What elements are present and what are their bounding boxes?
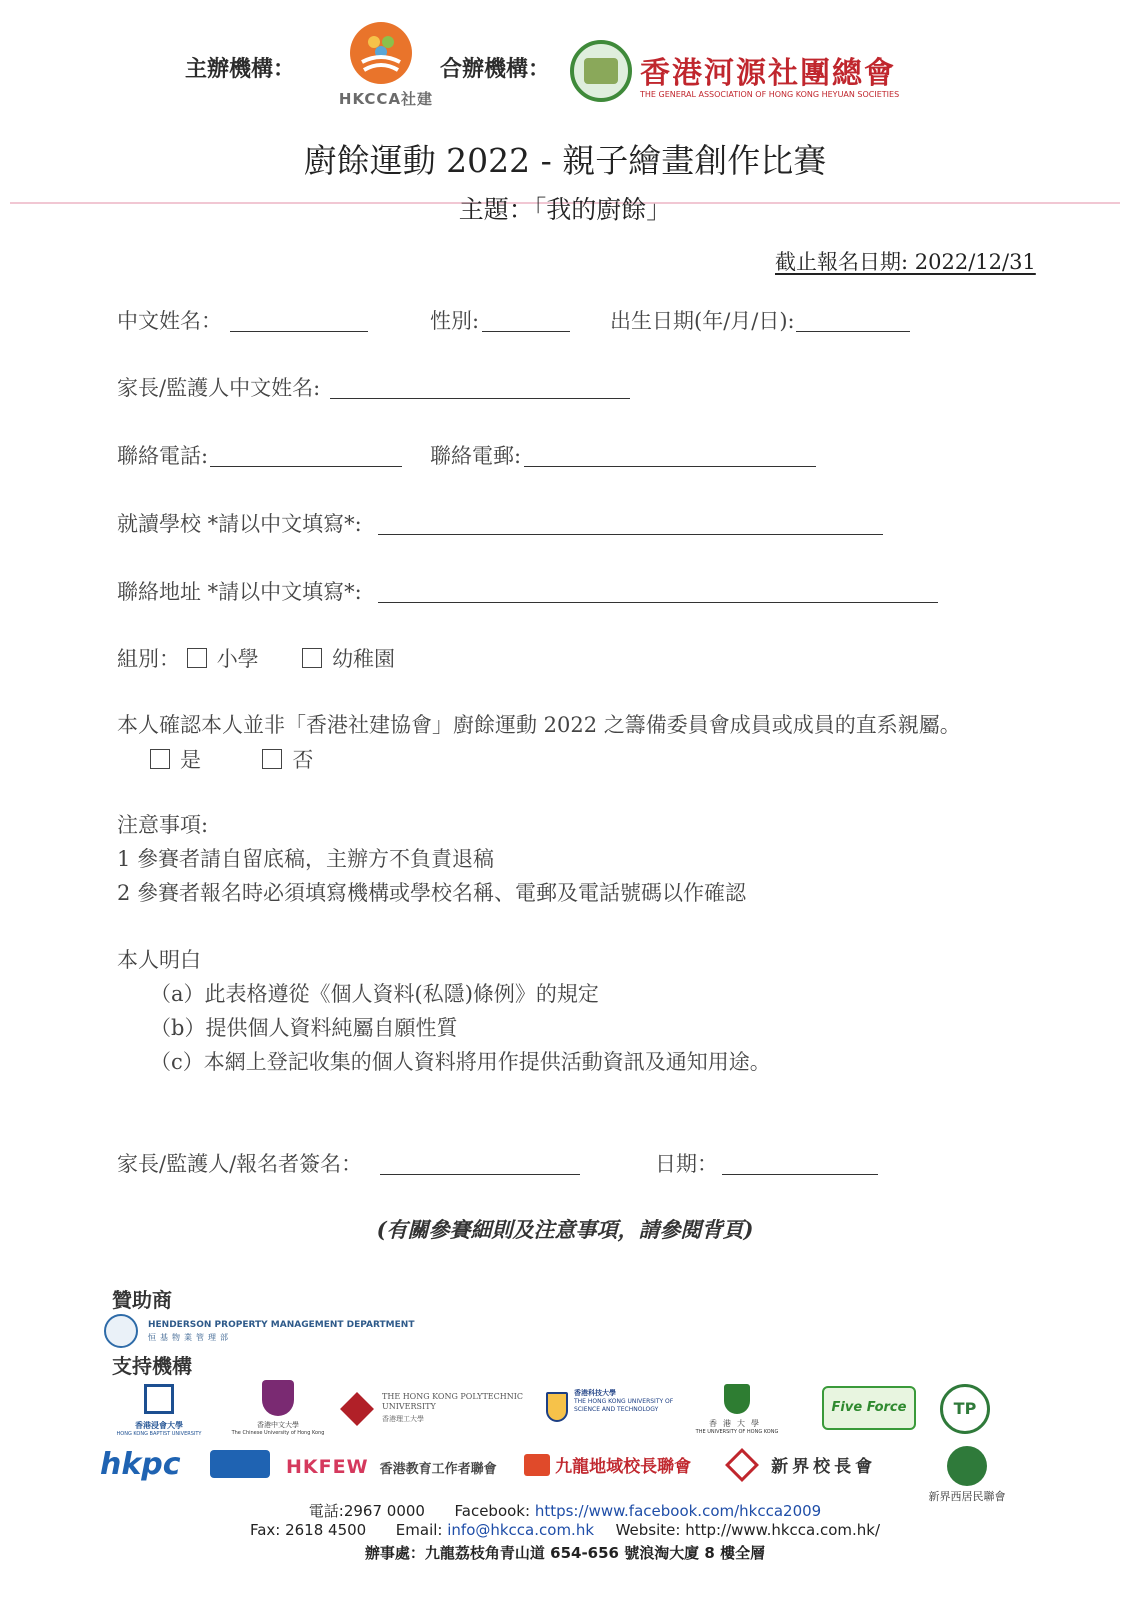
office-address: 辦事處：九龍荔枝角青山道 654-656 號浪淘大廈 8 樓全層 xyxy=(364,1544,766,1562)
support-title: 支持機構 xyxy=(112,1354,192,1378)
group-label: 組別： xyxy=(117,647,180,671)
address-label: 聯絡地址 *請以中文填寫*: xyxy=(117,580,362,604)
chinese-name-field[interactable] xyxy=(230,306,368,332)
theme: 主題：「我的廚餘」 xyxy=(458,195,672,224)
page-title: 廚餘運動 2022 - 親子繪畫創作比賽 xyxy=(303,141,827,180)
contact-line-1 xyxy=(0,1500,1130,1521)
website-text[interactable]: Website: http://www.hkcca.com.hk/ xyxy=(615,1521,881,1539)
group-primary-checkbox[interactable] xyxy=(187,648,207,668)
phone-label: 聯絡電話: xyxy=(117,444,209,468)
confirm-no-checkbox[interactable] xyxy=(262,749,282,769)
confirm-no-label: 否 xyxy=(292,748,314,772)
address-field[interactable] xyxy=(378,577,938,603)
group-kindergarten-checkbox[interactable] xyxy=(302,648,322,668)
guardian-name-field[interactable] xyxy=(330,373,630,399)
hkfew-logo: HKFEW 香港教育工作者聯會 xyxy=(286,1456,497,1478)
school-field[interactable] xyxy=(378,509,883,535)
date-field[interactable] xyxy=(722,1149,878,1175)
co-organizer-label: 合辦機構： xyxy=(440,57,551,82)
hkust-icon xyxy=(546,1392,568,1422)
hkcca-logo-text: HKCCA社建 xyxy=(338,90,434,108)
email-label-footer: Email: xyxy=(395,1521,448,1539)
cuhk-logo: 香港中文大學 The Chinese University of Hong Kong xyxy=(218,1380,338,1436)
five-force-logo: Five Force xyxy=(822,1386,916,1430)
hkpc-logo: hkpc xyxy=(100,1448,280,1482)
email-field[interactable] xyxy=(524,441,816,467)
understand-title: 本人明白 xyxy=(117,948,201,972)
kowloon-principals-icon xyxy=(524,1454,550,1476)
sponsor-name: HENDERSON PROPERTY MANAGEMENT DEPARTMENT xyxy=(148,1320,415,1330)
email-link[interactable]: info@hkcca.com.hk xyxy=(447,1521,595,1539)
phone-text: 電話:2967 0000 xyxy=(308,1502,425,1520)
signature-label: 家長/監護人/報名者簽名： xyxy=(117,1152,363,1176)
school-label: 就讀學校 *請以中文填寫*: xyxy=(117,512,362,536)
phone-field[interactable] xyxy=(210,441,402,467)
deadline: 截止報名日期: 2022/12/31 xyxy=(775,250,1036,274)
heyuan-seal-icon xyxy=(570,40,632,102)
confirm-text: 本人確認本人並非「香港社建協會」廚餘運動 2022 之籌備委員會成員或成員的直系親屬。 xyxy=(117,713,961,737)
contact-line-2 xyxy=(0,1521,1130,1539)
association-name: 香港河源社團總會 xyxy=(640,56,896,91)
dob-label: 出生日期(年/月/日): xyxy=(610,309,795,333)
understand-item-c: （c）本網上登記收集的個人資料將用作提供活動資訊及通知用途。 xyxy=(150,1050,771,1074)
association-name-en: THE GENERAL ASSOCIATION OF HONG KONG HEYUAN SOCIETIES xyxy=(640,90,900,99)
confirm-options xyxy=(150,744,313,774)
confirm-yes-label: 是 xyxy=(180,748,201,772)
date-label: 日期： xyxy=(655,1152,718,1176)
guardian-name-label: 家長/監護人中文姓名: xyxy=(117,376,321,400)
notes-title: 注意事項: xyxy=(117,813,209,837)
notes-item-1: 1 參賽者請自留底稿，主辦方不負責退稿 xyxy=(117,847,495,871)
hkbu-icon xyxy=(144,1384,174,1414)
gender-label: 性別: xyxy=(430,309,480,333)
confirm-yes-checkbox[interactable] xyxy=(150,749,170,769)
group-kindergarten-label: 幼稚園 xyxy=(332,647,396,671)
chinese-name-label: 中文姓名： xyxy=(117,309,222,333)
gender-field[interactable] xyxy=(482,306,570,332)
fax-text: Fax: 2618 4500 xyxy=(249,1521,367,1539)
hku-crest-icon xyxy=(724,1384,750,1414)
hkpc-55-badge-icon xyxy=(210,1450,270,1478)
facebook-label: Facebook: xyxy=(454,1502,535,1520)
understand-item-a: （a）此表格遵從《個人資料(私隱)條例》的規定 xyxy=(150,982,599,1006)
hkcca-logo-icon xyxy=(350,22,412,84)
nt-principals-icon xyxy=(725,1448,759,1482)
cuhk-crest-icon xyxy=(262,1380,294,1416)
sponsor-title: 贊助商 xyxy=(112,1288,172,1312)
email-label: 聯絡電郵: xyxy=(430,444,522,468)
dob-field[interactable] xyxy=(796,306,910,332)
sponsor-name-zh: 恒基物業管理部 xyxy=(148,1333,232,1342)
henderson-icon xyxy=(104,1314,138,1348)
ntw-residents-logo: 新界西居民聯會 xyxy=(912,1446,1022,1504)
organizer-label: 主辦機構： xyxy=(185,57,296,82)
kowloon-principals-logo: 九龍地域校長聯會 xyxy=(524,1452,714,1477)
back-note: (有關參賽細則及注意事項，請參閱背頁) xyxy=(376,1217,754,1242)
hkcca-logo xyxy=(338,22,434,110)
facebook-link[interactable]: https://www.facebook.com/hkcca2009 xyxy=(534,1502,822,1520)
signature-field[interactable] xyxy=(380,1149,580,1175)
tp-logo: TP xyxy=(940,1384,990,1434)
polyu-icon xyxy=(340,1392,374,1426)
group-row xyxy=(117,643,395,673)
hkbu-logo: 香港浸會大學 HONG KONG BAPTIST UNIVERSITY xyxy=(104,1384,214,1437)
ntw-residents-icon xyxy=(947,1446,987,1486)
hku-logo: 香港大學 THE UNIVERSITY OF HONG KONG xyxy=(672,1384,802,1435)
understand-item-b: （b）提供個人資料純屬自願性質 xyxy=(150,1016,458,1040)
nt-principals-logo: 新界校長會 xyxy=(730,1452,910,1477)
group-primary-label: 小學 xyxy=(216,647,259,671)
notes-item-2: 2 參賽者報名時必須填寫機構或學校名稱、電郵及電話號碼以作確認 xyxy=(117,881,747,905)
